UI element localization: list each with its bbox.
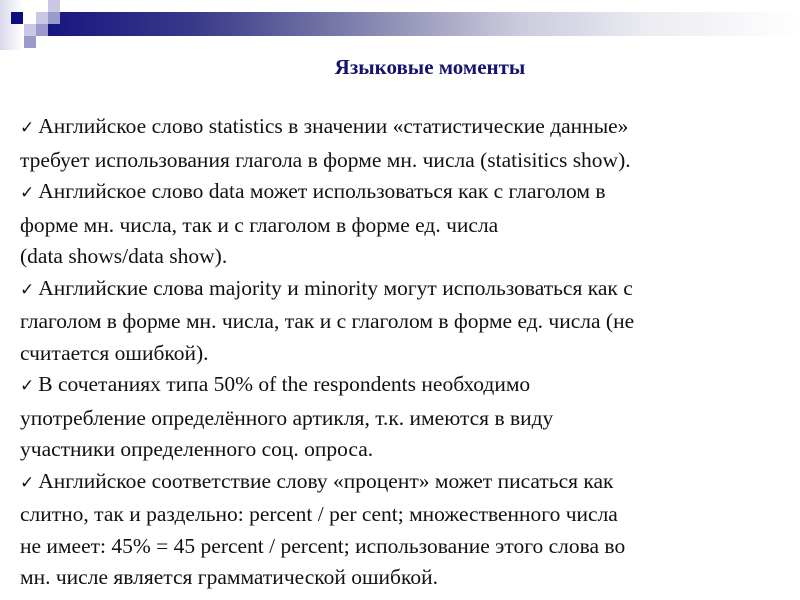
bullet-text-line: участники определенного соц. опроса.: [20, 437, 374, 461]
decorative-square-light: [36, 12, 48, 24]
slide-title: Языковые моменты: [334, 55, 526, 79]
bullet-text-line: требует использования глагола в форме мн. числа (statisitics show).: [20, 147, 631, 172]
bullet-text-line: слитно, так и раздельно: percent / per cent; множественного числа: [20, 502, 618, 526]
checkmark-icon: ✓: [20, 279, 35, 300]
bullet-text-line: В сочетаниях типа 50% of the respondents необходимо: [38, 372, 531, 396]
checkmark-icon: ✓: [20, 183, 35, 203]
decorative-square-mid: [36, 24, 48, 36]
bullet-text-line: глаголом в форме мн. числа, так и с глаголом в форме ед. числа (не: [20, 309, 635, 333]
bullet-text-line: Английское соответствие слову «процент» может писаться как: [38, 468, 614, 493]
bullet-text-line: считается ошибкой).: [20, 340, 209, 365]
bullet-text-line: не имеет: 45% = 45 percent / percent; использование этого слова во: [20, 533, 626, 558]
decorative-square-mid: [24, 36, 36, 48]
bullet-text-line: Английские слова majority и minority могут использоваться как с: [38, 275, 633, 300]
bullet-text-line: форме мн. числа, так и с глаголом в форме ед. числа: [20, 212, 499, 237]
decorative-square-navy: [11, 12, 23, 24]
decorative-left-gradient: [0, 0, 22, 50]
checkmark-icon: ✓: [20, 118, 35, 138]
decorative-square-light: [24, 24, 36, 36]
bullet-text-line: (data shows/data show).: [20, 244, 228, 268]
bullet-list: [20, 111, 795, 594]
bullet-text-line: Английское слово statistics в значении «статистические данные»: [38, 114, 629, 138]
checkmark-icon: ✓: [20, 472, 35, 493]
bullet-text-line: употребление определённого артикля, т.к. имеются в виду: [20, 405, 554, 430]
decorative-title-bar: [48, 12, 800, 36]
bullet-item-majority-minority: [20, 273, 795, 370]
bullet-item-statistics: [20, 111, 795, 176]
bullet-item-data: [20, 176, 795, 273]
bullet-text-line: мн. числе является грамматической ошибкой.: [20, 565, 438, 589]
bullet-text-line: Английское слово data может использоваться как с глаголом в: [38, 179, 606, 203]
checkmark-icon: ✓: [20, 376, 35, 396]
decorative-square-light: [48, 0, 60, 12]
bullet-item-percent: [20, 466, 795, 594]
decorative-square-mid: [48, 12, 60, 24]
bullet-item-respondents: [20, 369, 795, 466]
